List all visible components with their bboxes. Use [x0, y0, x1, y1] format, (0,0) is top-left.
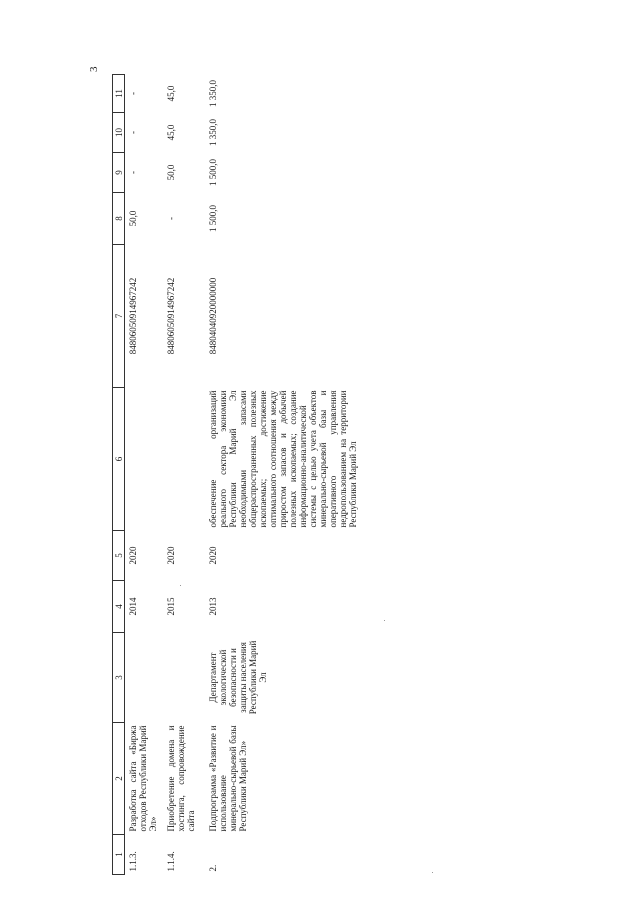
value-col-9: 50,0: [165, 164, 176, 181]
value-col-11: 1 350,0: [207, 80, 218, 107]
col-header-9: 9: [113, 153, 125, 193]
value-col-10: 45,0: [165, 124, 176, 141]
col-header-4: 4: [113, 581, 125, 633]
expected-result: обеспечение организаций реального сектора экономики Республики Марий Эл необходимыми запасами общераспространенных полезных ископаемых; достижение оптимального соотношения между приростом запасов и добычей полезных ископаемых; создание информационно-аналитической системы с целью учета объектов минерально-сырьевой базы и оперативного управления недропользованием на территории Республики Марий Эл: [207, 390, 358, 528]
col-header-5: 5: [113, 531, 125, 581]
row-number: 2.: [207, 864, 218, 872]
value-col-10: -: [128, 131, 138, 134]
value-col-8: 50,0: [128, 210, 138, 227]
start-year: 2015: [165, 597, 176, 616]
value-col-8: 1 500,0: [207, 205, 218, 232]
expected-result: [163, 388, 205, 531]
value-col-11: 45,0: [165, 85, 176, 102]
value-col-9: -: [128, 171, 138, 174]
scan-speck: [180, 585, 181, 586]
activity-name: Приобретение домена и хостинга, сопровождение сайта: [165, 725, 196, 832]
expected-result: [125, 388, 163, 531]
row-number: 1.1.3.: [128, 851, 138, 872]
end-year: 2020: [128, 546, 138, 565]
end-year: 2020: [165, 546, 176, 565]
table-row: [125, 75, 163, 875]
value-col-8: -: [165, 217, 176, 220]
budget-code: 84806050914967242: [128, 277, 138, 355]
activity-name: Подпрограмма «Развитие и использование минерально-сырьевой базы Республики Марий Эл»: [207, 725, 248, 832]
rotated-page-content: [112, 75, 577, 875]
executor: [163, 633, 205, 723]
col-header-11: 11: [113, 75, 125, 113]
activity-name: Разработка сайта «Биржа отходов Республики Марий Эл»: [128, 725, 158, 832]
table-row: [205, 75, 358, 875]
value-col-11: -: [128, 92, 138, 95]
start-year: 2013: [207, 597, 218, 616]
end-year: 2020: [207, 546, 218, 565]
scan-speck: [432, 872, 433, 873]
budget-code: 84806050914967242: [165, 277, 176, 355]
executor: Департамент экологической безопасности и защиты населения Республики Марий Эл: [207, 640, 268, 715]
value-col-9: 1 500,0: [207, 159, 218, 186]
program-table: [112, 74, 358, 875]
executor: [125, 633, 163, 723]
budget-code: 84804040920000000: [207, 277, 218, 355]
header-row: [113, 75, 125, 875]
row-number: 1.1.4.: [165, 851, 176, 872]
start-year: 2014: [128, 597, 138, 616]
scan-speck: [384, 620, 385, 621]
col-header-3: 3: [113, 633, 125, 723]
value-col-10: 1 350,0: [207, 119, 218, 146]
table-row: [163, 75, 205, 875]
col-header-6: 6: [113, 388, 125, 531]
page-number: 3: [88, 66, 100, 72]
col-header-8: 8: [113, 193, 125, 245]
col-header-10: 10: [113, 113, 125, 153]
col-header-7: 7: [113, 245, 125, 388]
col-header-1: 1: [113, 835, 125, 875]
col-header-2: 2: [113, 723, 125, 835]
